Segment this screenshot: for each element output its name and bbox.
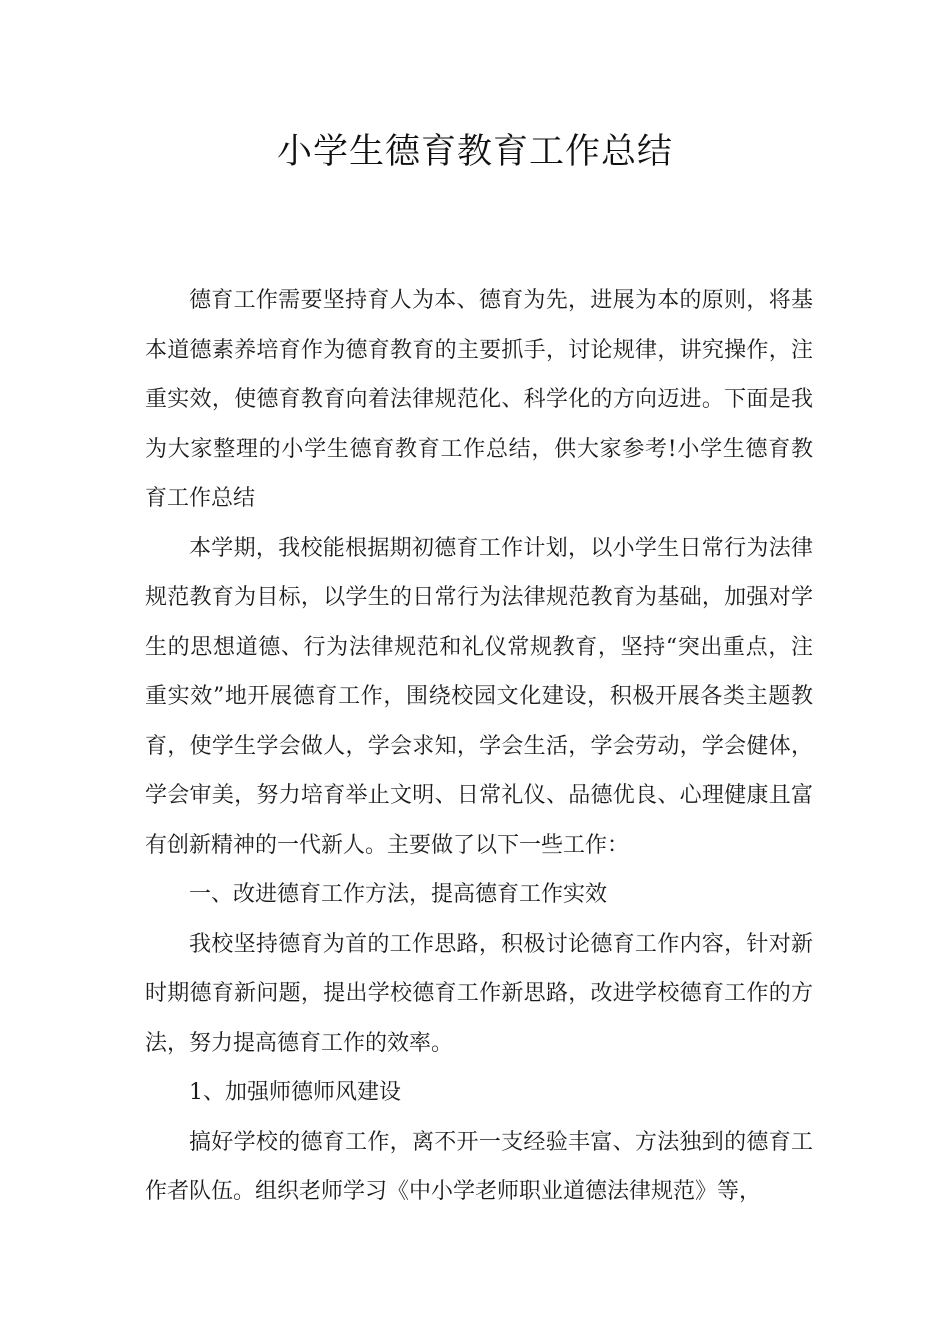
subsection-heading-1: 1、加强师德师风建设 — [189, 1080, 401, 1105]
document-body — [145, 276, 813, 1217]
paragraph-semester-overview: 本学期，我校能根据期初德育工作计划，以小学生日常行为法律规范教育为目标，以学生的日常行为法律规范教育为基础，加强对学生的思想道德、行为法律规范和礼仪常规教育，坚持“突出重点，注重实效”地开展德育工作，围绕校园文化建设，积极开展各类主题教育，使学生学会做人，学会求知，学会生活，学会劳动，学会健体，学会审美，努力培育举止文明、日常礼仪、品德优良、心理健康且富有创新精神的一代新人。主要做了以下一些工作： — [145, 535, 813, 858]
section-heading-1: 一、改进德育工作方法，提高德育工作实效 — [189, 882, 608, 907]
paragraph-section-1: 我校坚持德育为首的工作思路，积极讨论德育工作内容，针对新时期德育新问题，提出学校德育工作新思路，改进学校德育工作的方法，努力提高德育工作的效率。 — [145, 931, 813, 1056]
document-title: 小学生德育教育工作总结 — [276, 132, 673, 172]
paragraph-subsection-1: 搞好学校的德育工作，离不开一支经验丰富、方法独到的德育工作者队伍。组织老师学习《中小学老师职业道德法律规范》等， — [145, 1129, 813, 1204]
paragraph-intro: 德育工作需要坚持育人为本、德育为先，进展为本的原则，将基本道德素养培育作为德育教育的主要抓手，讨论规律，讲究操作，注重实效，使德育教育向着法律规范化、科学化的方向迈进。下面是我为大家整理的小学生德育教育工作总结，供大家参考!小学生德育教育工作总结 — [145, 288, 813, 511]
